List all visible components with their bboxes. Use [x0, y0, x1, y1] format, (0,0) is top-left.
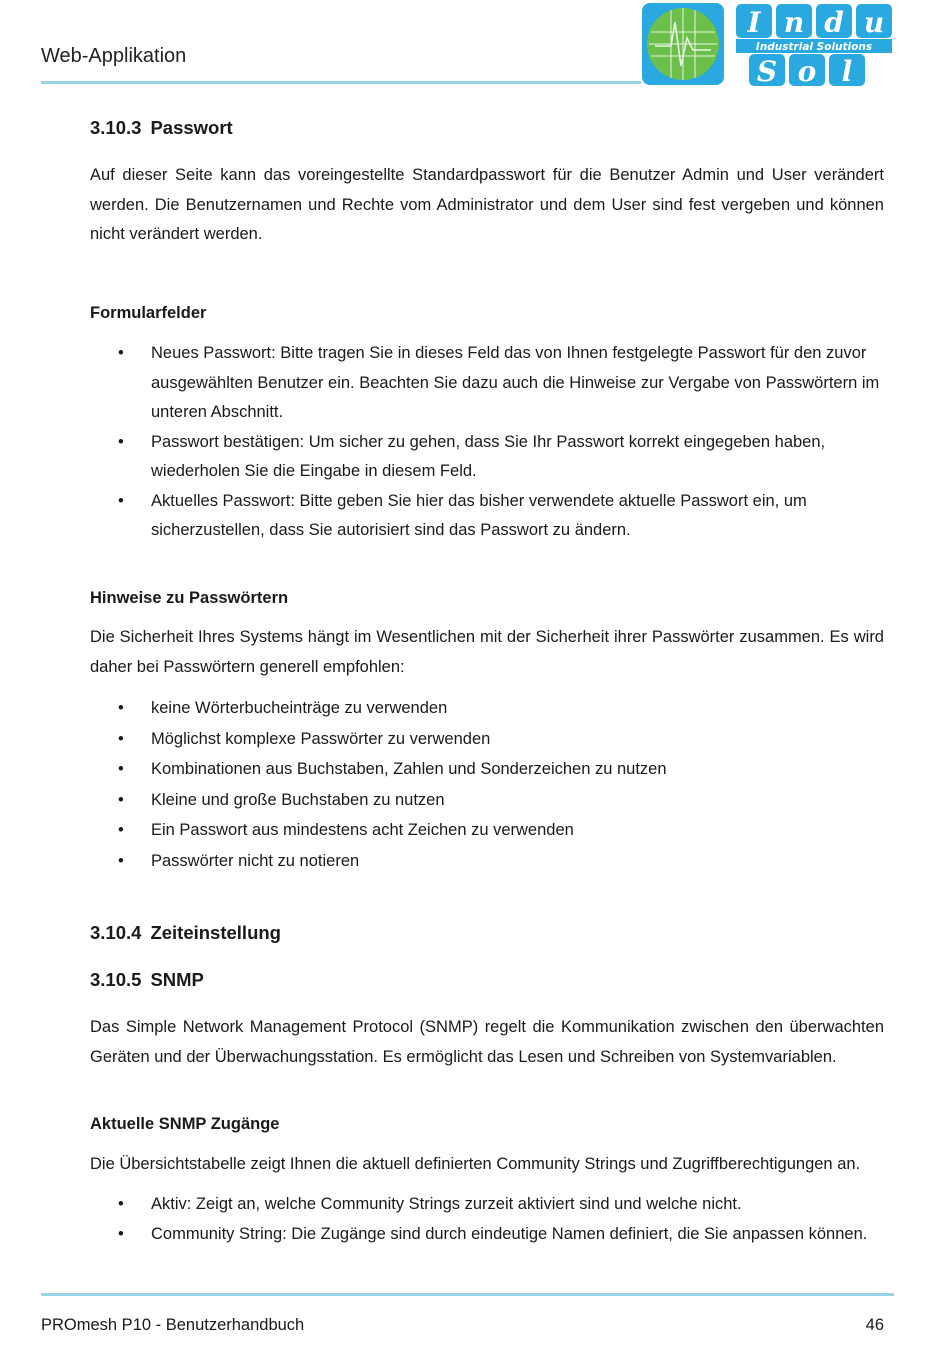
- footer-rule: [41, 1293, 894, 1296]
- section-title: Zeiteinstellung: [150, 922, 281, 943]
- section-number: 3.10.3: [90, 117, 142, 138]
- hints-list: [90, 693, 884, 876]
- section-title: SNMP: [150, 969, 204, 990]
- svg-text:d: d: [824, 6, 844, 39]
- section-title: Passwort: [150, 117, 233, 138]
- svg-text:o: o: [797, 55, 817, 86]
- header-rule: [41, 81, 641, 84]
- subheading-snmp-zugaenge: Aktuelle SNMP Zugänge: [90, 1115, 280, 1133]
- svg-text:I: I: [747, 6, 761, 39]
- passwort-intro: Auf dieser Seite kann das voreingestellte Standardpasswort für die Benutzer Admin und User verändert werden. Die Benutzernamen und Rechte vom Administrator und dem User sind fest vergeben und können nicht verändert werden.: [90, 166, 884, 243]
- list-item: • Kombinationen aus Buchstaben, Zahlen und Sonderzeichen zu nutzen: [90, 754, 884, 785]
- list-item: • Passwörter nicht zu notieren: [90, 846, 884, 877]
- footer-doc-title: PROmesh P10 - Benutzerhandbuch: [41, 1316, 305, 1334]
- list-item: • Passwort bestätigen: Um sicher zu gehen, dass Sie Ihr Passwort korrekt eingegeben haben, wiederholen Sie die Eingabe in diesem Feld.: [90, 428, 884, 487]
- indu-sol-logo: [641, 2, 897, 86]
- list-item: • keine Wörterbucheinträge zu verwenden: [90, 693, 884, 724]
- section-heading-snmp: [90, 964, 884, 996]
- fields-list: [90, 339, 884, 546]
- subheading-hinweise: Hinweise zu Passwörtern: [90, 588, 289, 607]
- svg-text:u: u: [863, 6, 885, 39]
- svg-text:S: S: [756, 55, 778, 86]
- list-item: • Aktuelles Passwort: Bitte geben Sie hier das bisher verwendete aktuelle Passwort ein, um sicherzustellen, dass Sie autorisiert sind das Passwort zu ändern.: [90, 487, 884, 546]
- list-item: • Möglichst komplexe Passwörter zu verwenden: [90, 724, 884, 755]
- snmp-access-intro: Die Übersichtstabelle zeigt Ihnen die aktuell definierten Community Strings und Zugriffberechtigungen an.: [90, 1154, 861, 1173]
- svg-text:l: l: [841, 55, 853, 86]
- list-item: • Neues Passwort: Bitte tragen Sie in dieses Feld das von Ihnen festgelegte Passwort für den zuvor ausgewählten Benutzer ein. Beachten Sie dazu auch die Hinweise zur Vergabe von Passwörtern im unteren Abschnitt.: [90, 339, 884, 428]
- section-heading-passwort: [90, 112, 884, 144]
- page-header-title: Web-Applikation: [41, 45, 187, 67]
- hints-intro: Die Sicherheit Ihres Systems hängt im Wesentlichen mit der Sicherheit ihrer Passwörter zusammen. Es wird daher bei Passwörtern generell empfohlen:: [90, 628, 884, 676]
- section-heading-zeiteinstellung: [90, 917, 884, 949]
- list-item: • Community String: Die Zugänge sind durch eindeutige Namen definiert, die Sie anpassen können.: [90, 1220, 884, 1250]
- list-item: • Ein Passwort aus mindestens acht Zeichen zu verwenden: [90, 815, 884, 846]
- page-content: [90, 112, 884, 1249]
- subheading-formularfelder: Formularfelder: [90, 303, 207, 322]
- snmp-intro: Das Simple Network Management Protocol (SNMP) regelt die Kommunikation zwischen den überwachten Geräten und der Überwachungsstation. Es ermöglicht das Lesen und Schreiben von Systemvariablen.: [90, 1018, 884, 1066]
- list-item: • Kleine und große Buchstaben zu nutzen: [90, 785, 884, 816]
- page-number: 46: [865, 1316, 884, 1334]
- svg-text:Industrial Solutions: Industrial Solutions: [755, 41, 873, 53]
- section-number: 3.10.5: [90, 969, 142, 990]
- section-number: 3.10.4: [90, 922, 142, 943]
- snmp-access-list: [90, 1190, 884, 1249]
- svg-text:n: n: [783, 6, 805, 39]
- list-item: • Aktiv: Zeigt an, welche Community Strings zurzeit aktiviert sind und welche nicht.: [90, 1190, 884, 1220]
